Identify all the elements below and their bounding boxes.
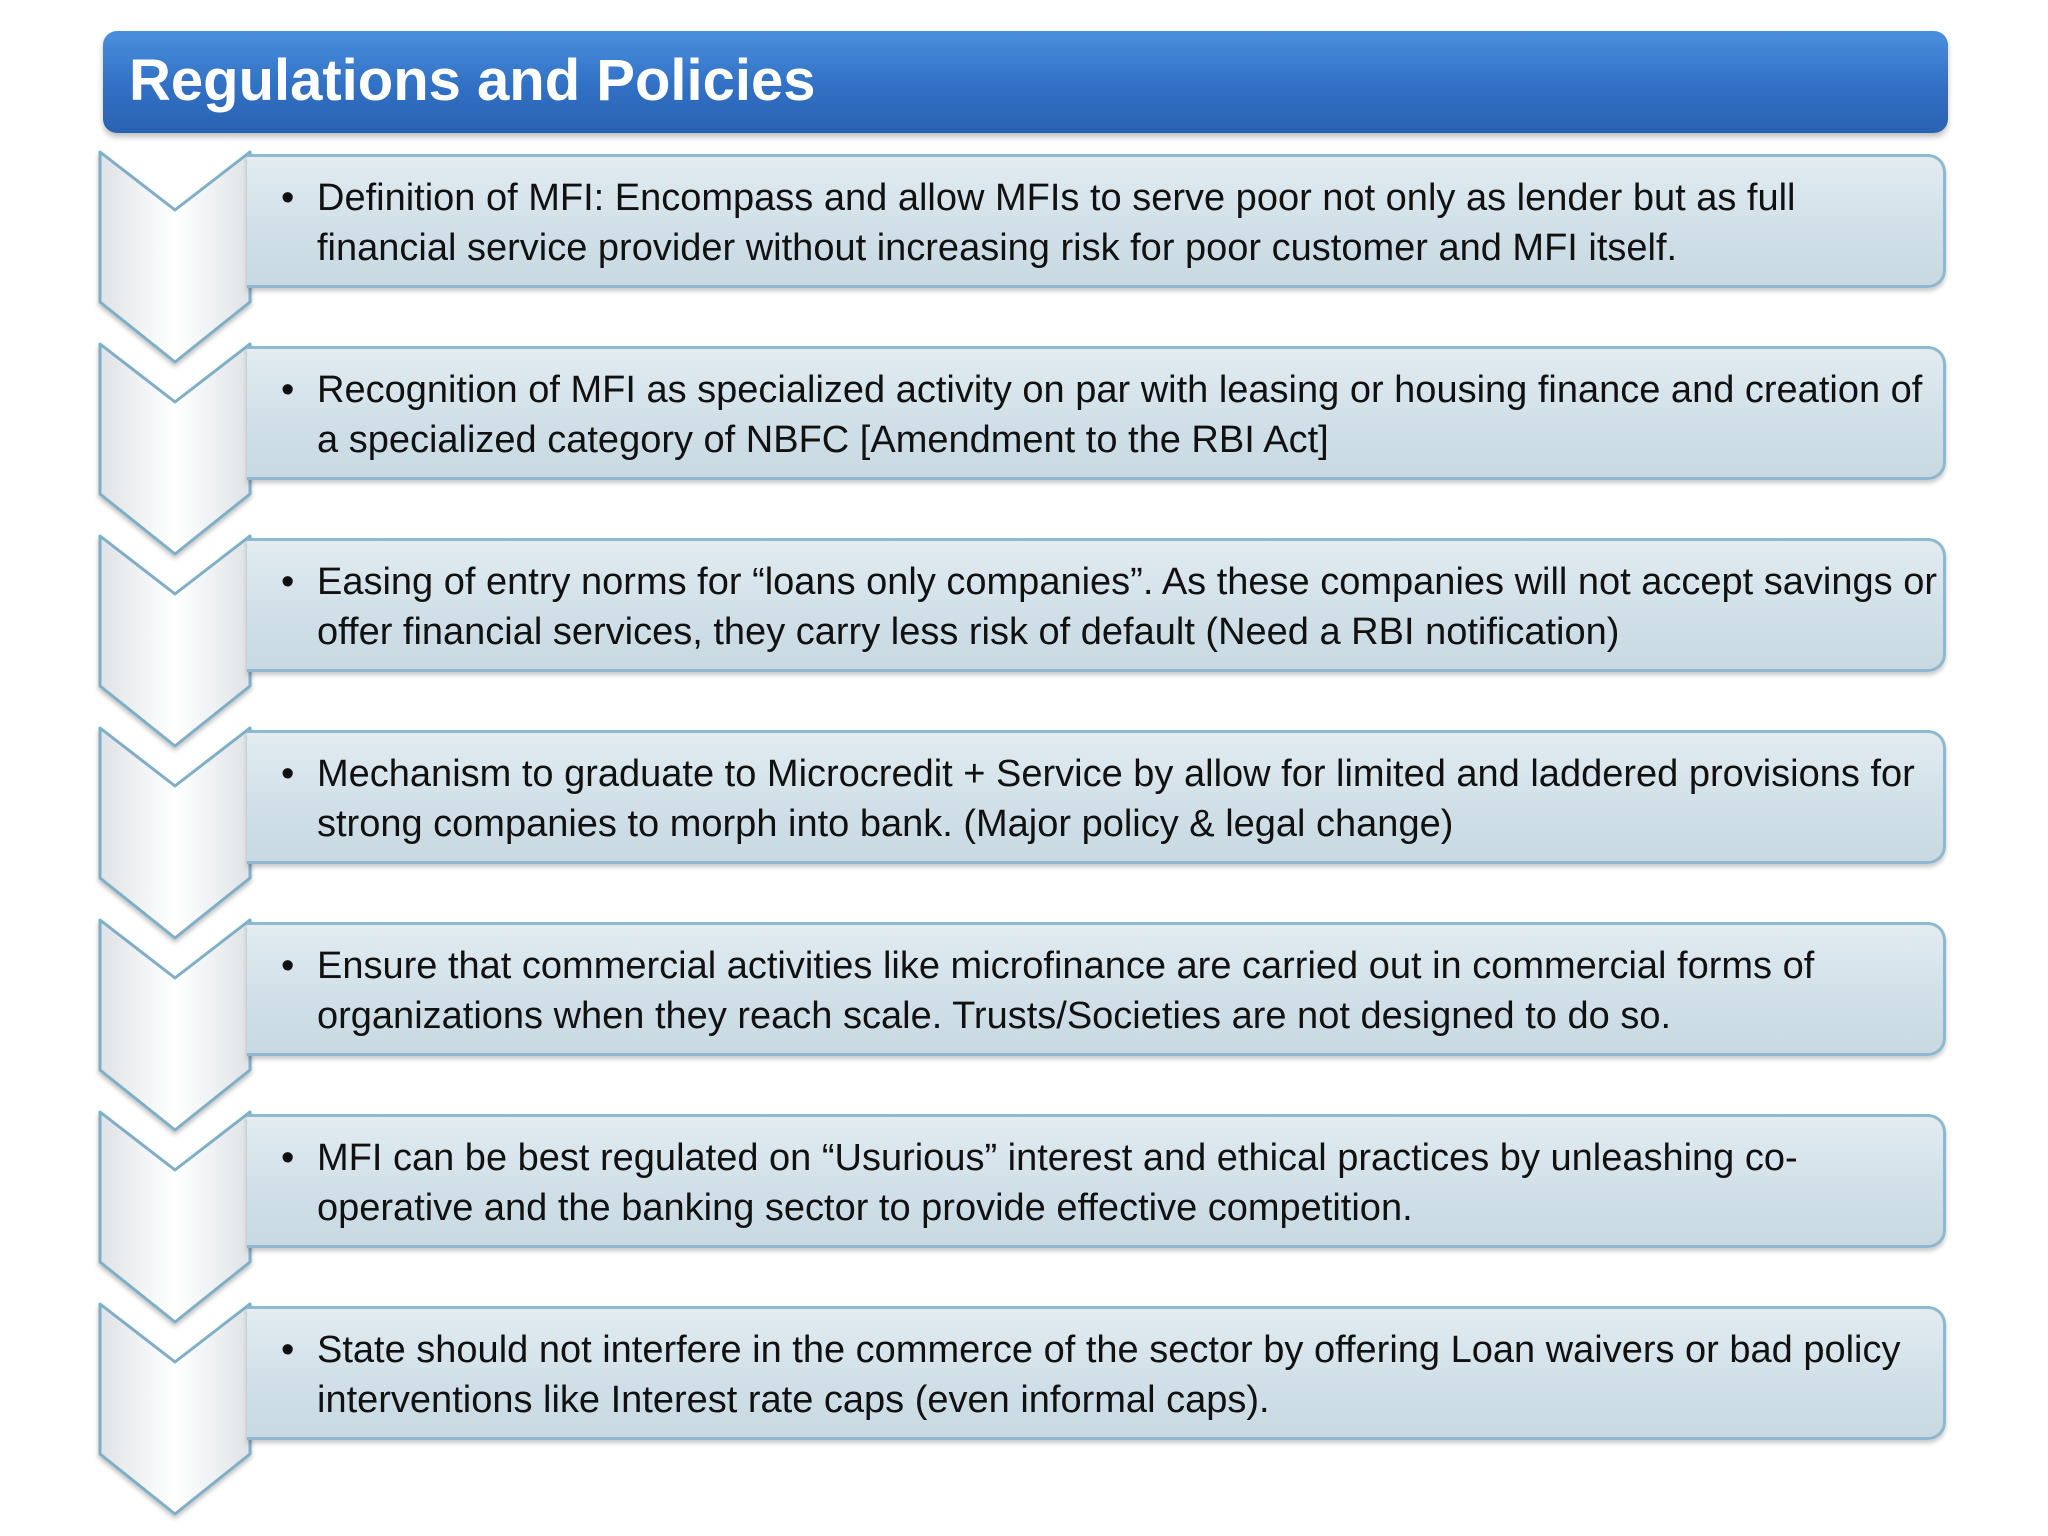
item-text	[281, 173, 1937, 273]
item-box	[247, 346, 1946, 480]
bullet-icon: •	[281, 1137, 295, 1179]
list-item	[0, 1292, 2048, 1432]
item-label: State should not interfere in the commerce of the sector by offering Loan waivers or bad policy interventions like Interest rate caps (even informal caps).	[317, 1329, 1901, 1421]
bullet-icon: •	[281, 369, 295, 411]
item-label: Easing of entry norms for “loans only companies”. As these companies will not accept savings or offer financial services, they carry less risk of default (Need a RBI notification)	[317, 561, 1937, 653]
bullet-icon: •	[281, 945, 295, 987]
list-item	[0, 140, 2048, 280]
item-box	[247, 1114, 1946, 1248]
item-text	[281, 1133, 1937, 1233]
item-text	[281, 365, 1937, 465]
bullet-icon: •	[281, 1329, 295, 1371]
item-box	[247, 538, 1946, 672]
item-text	[281, 1325, 1937, 1425]
bullet-icon: •	[281, 561, 295, 603]
item-text	[281, 749, 1937, 849]
item-label: Ensure that commercial activities like microfinance are carried out in commercial forms of organizations when they reach scale. Trusts/Societies are not designed to do so.	[317, 945, 1815, 1037]
bullet-icon: •	[281, 753, 295, 795]
item-text	[281, 941, 1937, 1041]
item-box	[247, 922, 1946, 1056]
item-box	[247, 730, 1946, 864]
item-label: Recognition of MFI as specialized activity on par with leasing or housing finance and creation of a specialized category of NBFC [Amendment to the RBI Act]	[317, 369, 1923, 461]
bullet-icon: •	[281, 177, 295, 219]
list-item	[0, 1100, 2048, 1240]
item-box	[247, 154, 1946, 288]
page-title: Regulations and Policies	[129, 48, 816, 113]
item-label: Mechanism to graduate to Microcredit + Service by allow for limited and laddered provisions for strong companies to morph into bank. (Major policy & legal change)	[317, 753, 1915, 845]
item-label: MFI can be best regulated on “Usurious” interest and ethical practices by unleashing co-operative and the banking sector to provide effective competition.	[317, 1137, 1798, 1229]
list-item	[0, 716, 2048, 856]
list-item	[0, 908, 2048, 1048]
item-box	[247, 1306, 1946, 1440]
list-item	[0, 332, 2048, 472]
list-item	[0, 524, 2048, 664]
item-text	[281, 557, 1937, 657]
title-banner	[103, 31, 1948, 133]
item-label: Definition of MFI: Encompass and allow MFIs to serve poor not only as lender but as full financial service provider without increasing risk for poor customer and MFI itself.	[317, 177, 1796, 269]
